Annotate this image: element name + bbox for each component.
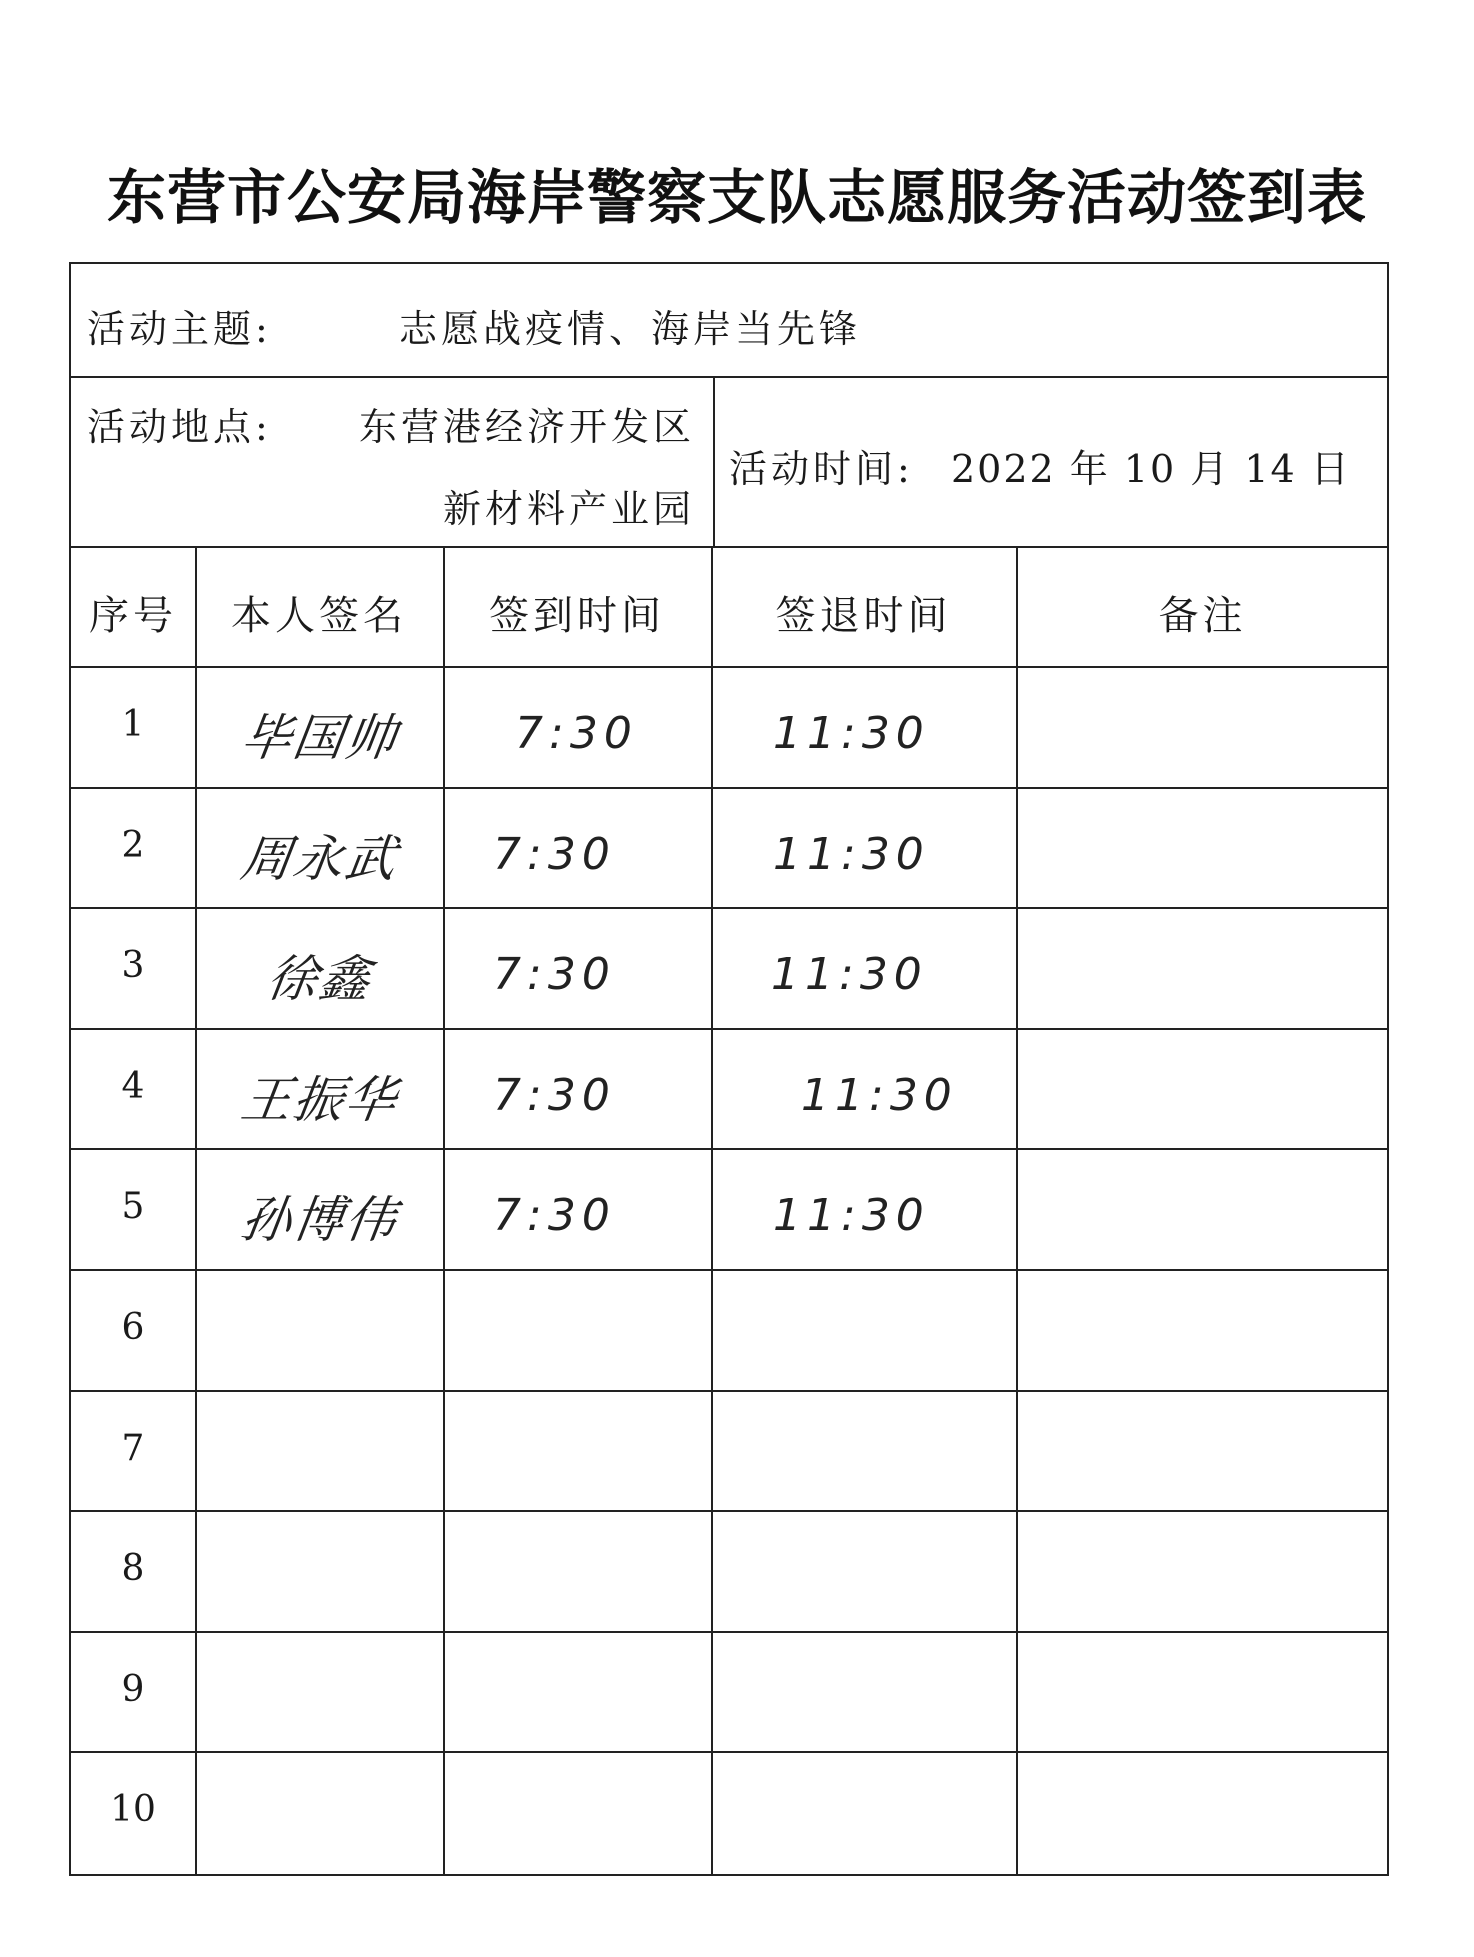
header-signature: 本人签名 [231, 593, 407, 639]
form-title: 东营市公安局海岸警察支队志愿服务活动签到表 [106, 163, 1367, 232]
row-number: 2 [121, 824, 145, 866]
check-in-time: 7:30 [515, 708, 638, 759]
table-row [71, 1633, 1387, 1754]
table-header [71, 548, 1387, 668]
signature: 徐鑫 [263, 950, 376, 1009]
table-row [71, 1392, 1387, 1513]
table-row [71, 1150, 1387, 1271]
place-line-1: 东营港经济开发区 [358, 405, 695, 449]
check-out-time: 11:30 [771, 949, 928, 1001]
signature: 毕国帅 [237, 709, 402, 767]
row-number: 5 [121, 1186, 145, 1228]
check-in-time: 7:30 [493, 1069, 616, 1121]
time-label: 活动时间: [729, 447, 914, 491]
header-check-out: 签退时间 [775, 593, 952, 639]
check-in-time: 7:30 [493, 949, 616, 1001]
activity-theme-row [71, 264, 1387, 378]
table-row [71, 1753, 1387, 1874]
signature: 王振华 [237, 1070, 402, 1129]
time-value: 2022 年 10 月 14 日 [951, 447, 1351, 491]
signature: 周永武 [237, 829, 402, 888]
header-check-in: 签到时间 [489, 593, 665, 639]
check-out-time: 11:30 [801, 1069, 958, 1121]
theme-label: 活动主题: [87, 307, 272, 351]
table-row [71, 909, 1387, 1030]
table-row [71, 1512, 1387, 1633]
row-number: 4 [121, 1065, 145, 1107]
row-number: 9 [121, 1668, 145, 1710]
check-out-time: 11:30 [773, 1190, 930, 1242]
table-row [71, 1271, 1387, 1392]
sign-in-sheet [69, 262, 1389, 1876]
theme-value: 志愿战疫情、海岸当先锋 [399, 307, 862, 351]
row-number: 8 [121, 1548, 145, 1590]
header-remarks: 备注 [1158, 593, 1247, 639]
check-in-time: 7:30 [493, 828, 616, 880]
place-line-2: 新材料产业园 [442, 487, 695, 531]
check-out-time: 11:30 [773, 828, 930, 880]
table-row [71, 1030, 1387, 1151]
signature: 孙博伟 [237, 1191, 402, 1250]
header-seq: 序号 [89, 593, 177, 639]
row-number: 7 [121, 1427, 145, 1469]
check-out-time: 11:30 [773, 708, 930, 759]
row-number: 10 [110, 1789, 156, 1831]
row-number: 6 [121, 1307, 145, 1348]
check-in-time: 7:30 [493, 1190, 616, 1242]
place-time-divider [713, 378, 715, 546]
table-row [71, 668, 1387, 789]
activity-place-row [71, 378, 1387, 548]
place-label: 活动地点: [87, 405, 272, 449]
row-number: 3 [121, 945, 145, 987]
table-row [71, 789, 1387, 910]
row-number: 1 [121, 704, 145, 745]
